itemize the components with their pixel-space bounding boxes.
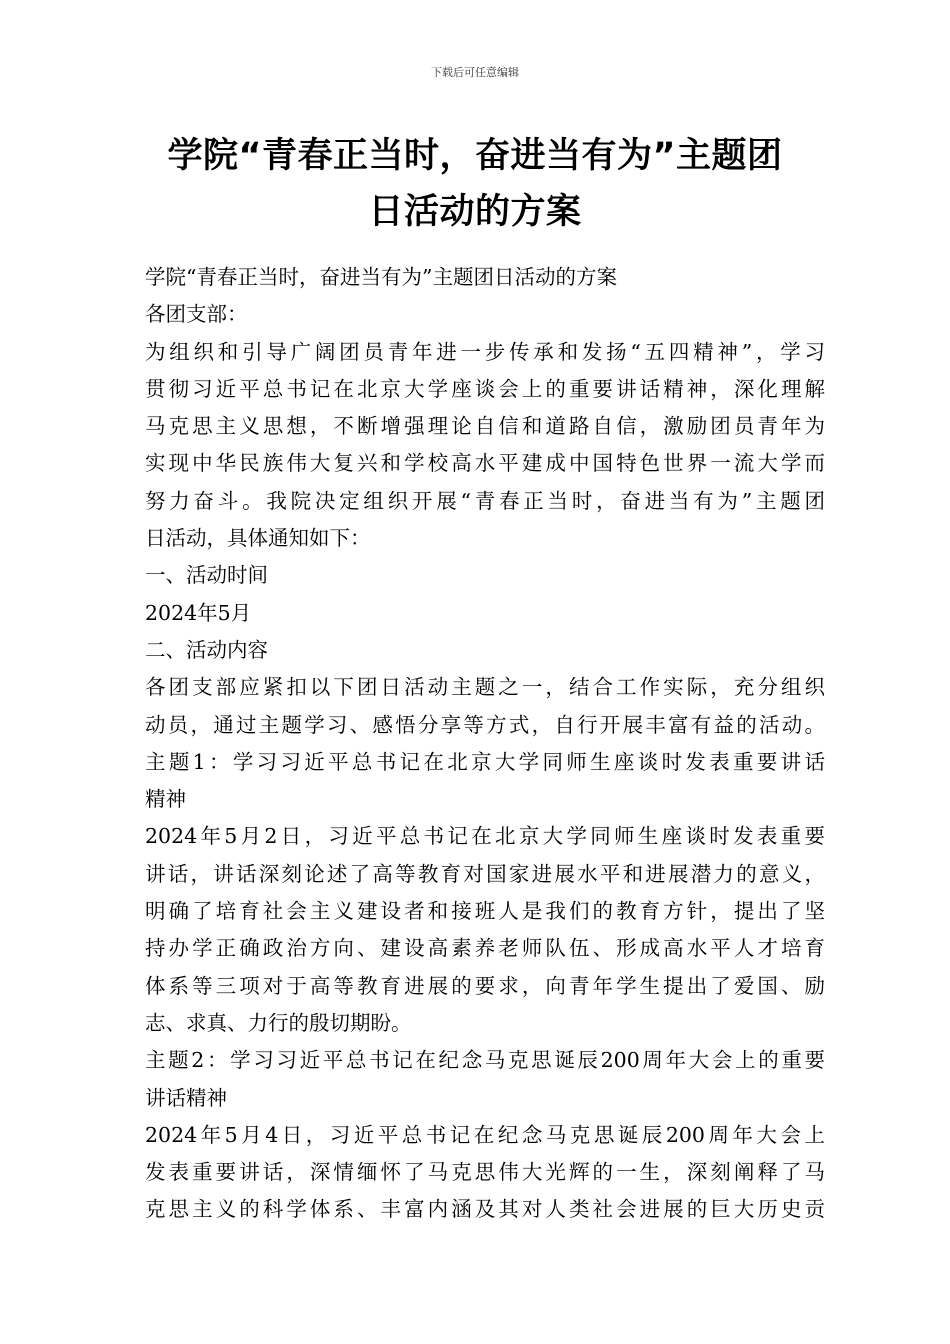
paragraph-line: 贯彻习近平总书记在北京大学座谈会上的重要讲话精神，深化理解 [145, 376, 825, 401]
paragraph-line: 持办学正确政治方向、建设高素养老师队伍、形成高水平人才培育 [145, 936, 825, 961]
paragraph-line: 努力奋斗。我院决定组织开展“青春正当时，奋进当有为”主题团 [145, 488, 825, 513]
paragraph-line: 学院“青春正当时，奋进当有为”主题团日活动的方案 [145, 265, 617, 289]
paragraph-line: 马克思主义思想，不断增强理论自信和道路自信，激励团员青年为 [145, 414, 825, 439]
paragraph-line: 实现中华民族伟大复兴和学校高水平建成中国特色世界一流大学而 [145, 451, 825, 476]
document-body [145, 259, 825, 1229]
document-title [120, 128, 830, 240]
paragraph-line: 日活动，具体通知如下： [145, 526, 371, 551]
paragraph-line: 明确了培育社会主义建设者和接班人是我们的教育方针，提出了坚 [145, 899, 825, 924]
paragraph-line: 为组织和引导广阔团员青年进一步传承和发扬“五四精神”，学习 [145, 339, 825, 364]
paragraph-line: 发表重要讲话，深情缅怀了马克思伟大光辉的一生，深刻阐释了马 [145, 1160, 825, 1185]
paragraph-line: 克思主义的科学体系、丰富内涵及其对人类社会进展的巨大历史贡 [145, 1197, 825, 1222]
paragraph-line: 讲话，讲话深刻论述了高等教育对国家进展水平和进展潜力的意义， [145, 861, 825, 886]
paragraph-line: 动员，通过主题学习、感悟分享等方式，自行开展丰富有益的活动。 [145, 712, 825, 737]
paragraph-line: 体系等三项对于高等教育进展的要求，向青年学生提出了爱国、励 [145, 973, 825, 998]
paragraph-line: 主题1：学习习近平总书记在北京大学同师生座谈时发表重要讲话 [145, 749, 825, 774]
paragraph-line: 主题2：学习习近平总书记在纪念马克思诞辰200周年大会上的重要 [145, 1048, 825, 1073]
paragraph-line: 志、求真、力行的殷切期盼。 [145, 1010, 412, 1035]
header-note: 下载后可任意编辑 [431, 66, 519, 79]
paragraph-line: 各团支部： [145, 302, 248, 327]
paragraph-line: 精神 [145, 787, 186, 812]
title-line-1: 学院“青春正当时，奋进当有为”主题团 [167, 136, 783, 176]
paragraph-line: 各团支部应紧扣以下团日活动主题之一，结合工作实际，充分组织 [145, 675, 825, 700]
paragraph-line: 讲话精神 [145, 1085, 227, 1110]
paragraph-line: 一、活动时间 [145, 563, 268, 588]
paragraph-line: 二、活动内容 [145, 637, 268, 662]
paragraph-line: 2024年5月2日，习近平总书记在北京大学同师生座谈时发表重要 [145, 824, 825, 849]
title-line-2: 日活动的方案 [368, 192, 582, 232]
paragraph-line: 2024年5月 [145, 600, 252, 625]
paragraph-line: 2024年5月4日，习近平总书记在纪念马克思诞辰200周年大会上 [145, 1122, 825, 1147]
